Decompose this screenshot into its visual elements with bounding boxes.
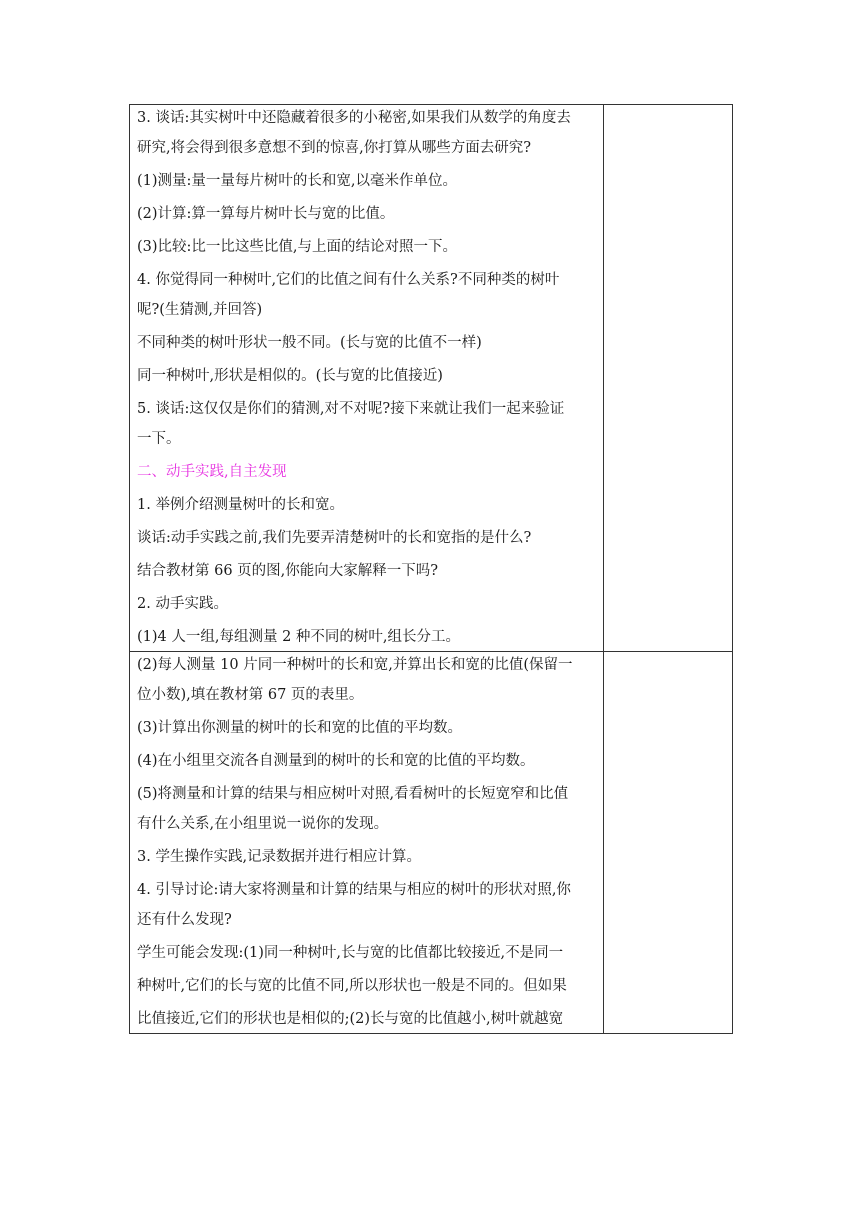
- text-line: 有什么关系,在小组里说一说你的发现。: [137, 816, 389, 832]
- text-line: 学生可能会发现:(1)同一种树叶,长与宽的比值都比较接近,不是同一: [137, 945, 564, 961]
- text-line: (1)4 人一组,每组测量 2 种不同的树叶,组长分工。: [137, 629, 461, 645]
- text-line: 研究,将会得到很多意想不到的惊喜,你打算从哪些方面去研究?: [137, 140, 531, 156]
- table-row: [130, 652, 733, 1034]
- text-line: 还有什么发现?: [137, 912, 232, 928]
- text-line: 种树叶,它们的长与宽的比值不同,所以形状也一般是不同的。但如果: [137, 978, 567, 994]
- text-line: 结合教材第 66 页的图,你能向大家解释一下吗?: [137, 563, 439, 579]
- text-line: 5. 谈话:这仅仅是你们的猜测,对不对呢?接下来就让我们一起来验证: [137, 401, 565, 417]
- text-line: 4. 引导讨论:请大家将测量和计算的结果与相应的树叶的形状对照,你: [137, 882, 571, 898]
- text-line: 位小数),填在教材第 67 页的表里。: [137, 687, 364, 703]
- text-line: 3. 学生操作实践,记录数据并进行相应计算。: [137, 849, 422, 865]
- text-line: 谈话:动手实践之前,我们先要弄清楚树叶的长和宽指的是什么?: [137, 530, 532, 546]
- notes-cell: [604, 652, 733, 1034]
- text-line: (3)比较:比一比这些比值,与上面的结论对照一下。: [137, 239, 458, 255]
- text-line: 比值接近,它们的形状也是相似的;(2)长与宽的比值越小,树叶就越宽: [137, 1011, 564, 1027]
- text-line: (1)测量:量一量每片树叶的长和宽,以毫米作单位。: [137, 173, 458, 189]
- text-line: (2)每人测量 10 片同一种树叶的长和宽,并算出长和宽的比值(保留一: [137, 657, 573, 673]
- text-line: 1. 举例介绍测量树叶的长和宽。: [137, 497, 344, 513]
- text-line: 同一种树叶,形状是相似的。(长与宽的比值接近): [137, 368, 443, 384]
- text-line: 4. 你觉得同一种树叶,它们的比值之间有什么关系?不同种类的树叶: [137, 272, 560, 288]
- notes-cell: [604, 105, 733, 652]
- text-line: 2. 动手实践。: [137, 596, 228, 612]
- text-line: 不同种类的树叶形状一般不同。(长与宽的比值不一样): [137, 335, 482, 351]
- text-line: 一下。: [137, 431, 181, 447]
- section-heading: 二、动手实践,自主发现: [137, 464, 287, 480]
- text-line: (3)计算出你测量的树叶的长和宽的比值的平均数。: [137, 720, 463, 736]
- content-cell: [130, 652, 604, 1034]
- content-cell: [130, 105, 604, 652]
- text-line: (5)将测量和计算的结果与相应树叶对照,看看树叶的长短宽窄和比值: [137, 786, 569, 802]
- table-row: [130, 105, 733, 652]
- lesson-table: [129, 104, 733, 1034]
- text-line: (2)计算:算一算每片树叶长与宽的比值。: [137, 206, 395, 222]
- text-line: (4)在小组里交流各自测量到的树叶的长和宽的比值的平均数。: [137, 753, 535, 769]
- text-line: 呢?(生猜测,并回答): [137, 302, 263, 318]
- text-line: 3. 谈话:其实树叶中还隐藏着很多的小秘密,如果我们从数学的角度去: [137, 110, 571, 126]
